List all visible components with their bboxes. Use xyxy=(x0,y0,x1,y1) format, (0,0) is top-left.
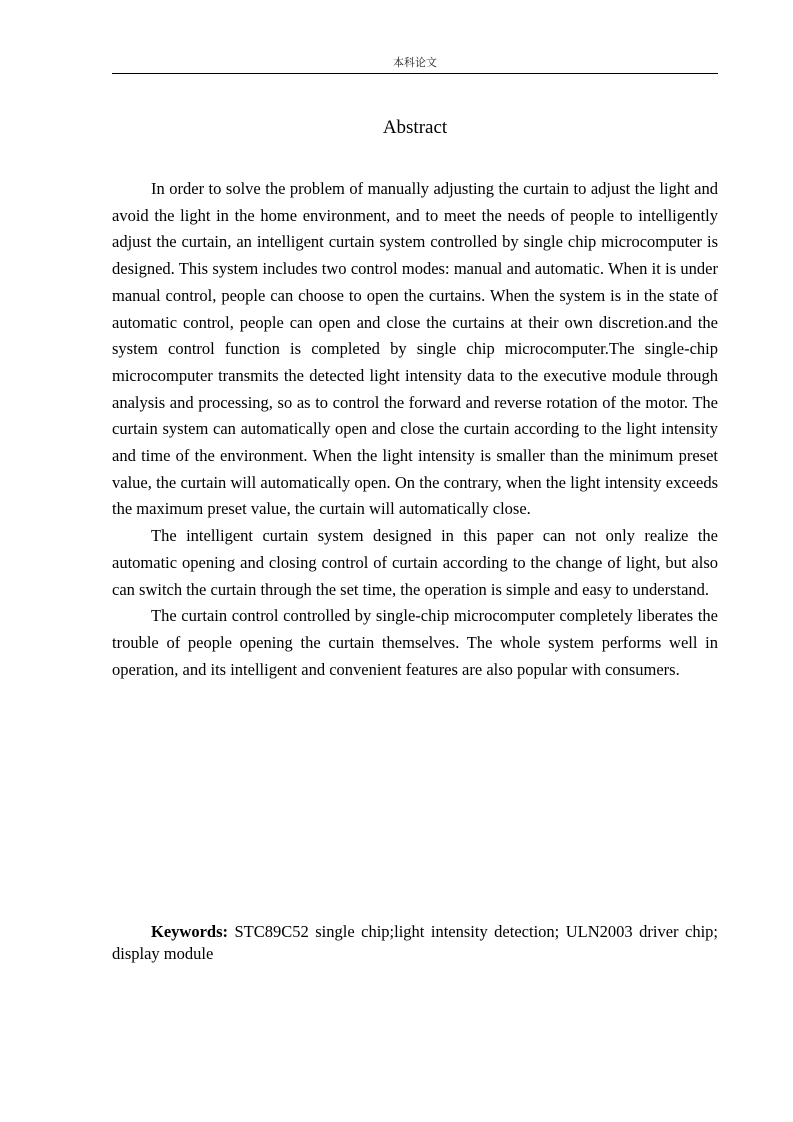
running-header: 本科论文 xyxy=(393,57,437,69)
keywords-label: Keywords: xyxy=(151,922,228,941)
abstract-body xyxy=(112,176,718,683)
header-divider xyxy=(112,73,718,74)
keywords-section xyxy=(112,921,718,965)
keywords-text: STC89C52 single chip;light intensity detection; ULN2003 driver chip; display module xyxy=(112,922,718,963)
abstract-paragraph-1: In order to solve the problem of manually adjusting the curtain to adjust the light and avoid the light in the home environment, and to meet the needs of people to intelligently adjust the curtain, an intelligent curtain system controlled by single chip microcomputer is designed. This system includes two control modes: manual and automatic. When it is under manual control, people can choose to open the curtains. When the system is in the state of automatic control, people can open and close the curtains at their own discretion.and the system control function is completed by single chip microcomputer.The single-chip microcomputer transmits the detected light intensity data to the executive module through analysis and processing, so as to control the forward and reverse rotation of the motor. The curtain system can automatically open and close the curtain according to the light intensity and time of the environment. When the light intensity is smaller than the minimum preset value, the curtain will automatically open. On the contrary, when the light intensity exceeds the maximum preset value, the curtain will automatically close. xyxy=(112,179,718,519)
abstract-paragraph-3: The curtain control controlled by single-chip microcomputer completely liberates the trouble of people opening the curtain themselves. The whole system performs well in operation, and its intelligent and convenient features are also popular with consumers. xyxy=(112,606,718,679)
abstract-paragraph-2: The intelligent curtain system designed in this paper can not only realize the automatic opening and closing control of curtain according to the change of light, but also can switch the curtain through the set time, the operation is simple and easy to understand. xyxy=(112,526,718,599)
abstract-title: Abstract xyxy=(382,117,448,138)
